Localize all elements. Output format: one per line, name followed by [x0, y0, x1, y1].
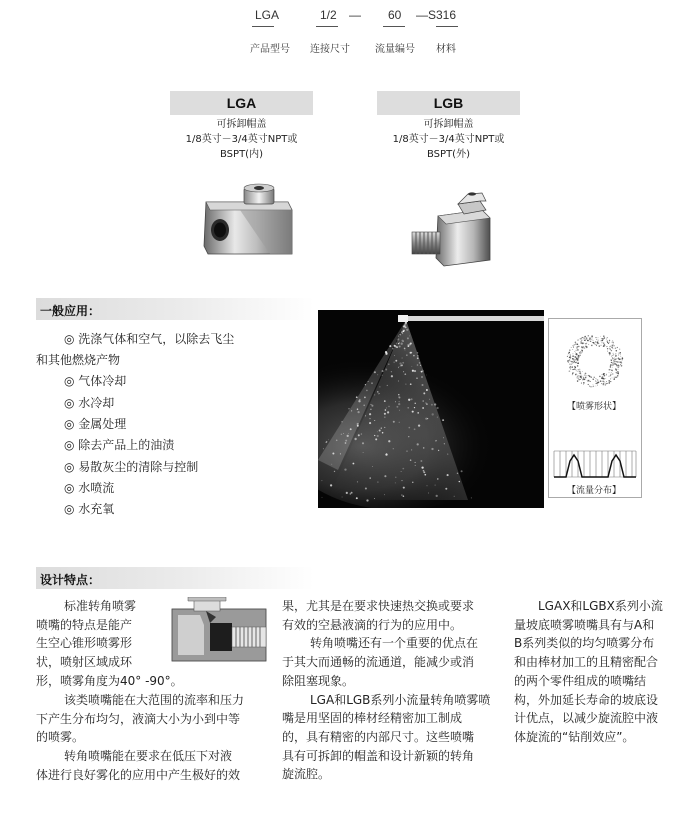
code-flow: 60	[388, 8, 402, 22]
design-col1-body	[36, 691, 272, 785]
product-lgb-desc-line: 可拆卸帽盖	[423, 119, 474, 130]
spray-diagram-panel	[548, 318, 642, 498]
label-model: 产品型号	[250, 44, 290, 55]
product-lga-title: LGA	[170, 91, 313, 115]
lgb-nozzle-image	[408, 188, 498, 272]
list-item: ◎ 水充氧	[64, 502, 115, 516]
lga-nozzle-image	[200, 180, 300, 264]
label-flow: 流量编号	[375, 44, 415, 55]
code-model: LGA	[255, 8, 280, 22]
product-lgb-desc-line: 1/8英寸－3/4英寸NPT或	[392, 134, 505, 145]
list-item: ◎ 气体冷却	[64, 374, 127, 388]
list-item: ◎ 金属处理	[64, 417, 127, 431]
text-line: 计优点，以减少旋流腔中液	[514, 711, 659, 726]
spray-photo	[318, 310, 544, 508]
text-line: 旋流腔。	[282, 767, 331, 782]
text-line: 的，具有精密的内部尺寸。这些喷嘴	[282, 729, 475, 744]
text-line: 除阻塞现象。	[282, 673, 355, 688]
design-title: 设计特点：	[40, 573, 101, 587]
text-line: 该类喷嘴能在大范围的流率和压力	[64, 693, 245, 707]
text-line: 形，喷雾角度为40° -90°。	[36, 673, 183, 688]
list-item: ◎ 易散灰尘的清除与控制	[64, 460, 199, 474]
list-item: ◎ 水冷却	[64, 396, 115, 410]
product-lgb-title: LGB	[377, 91, 520, 115]
text-line: 具有可拆卸的帽盖和设计新颖的转角	[282, 748, 475, 763]
nozzle-cross-section-image	[170, 597, 268, 663]
product-lga-desc-line: 1/8英寸－3/4英寸NPT或	[185, 134, 298, 145]
product-lgb-desc-line: BSPT(外)	[427, 149, 470, 160]
text-line: LGA和LGB系列小流量转角喷雾喷	[310, 692, 491, 707]
text-line: 状，喷射区域成环	[36, 655, 133, 670]
applications-title: 一般应用：	[40, 304, 101, 318]
text-line: 下产生分布均匀，液滴大小为小到中等	[36, 711, 241, 726]
list-item: 和其他燃烧产物	[36, 353, 121, 367]
code-size: 1/2	[320, 8, 337, 22]
code-dash-1: —	[349, 8, 361, 22]
flow-distribution-chart	[552, 447, 638, 481]
text-line: 转角喷嘴还有一个重要的优点在	[310, 636, 479, 651]
text-line: 和由棒材加工的且精密配合	[514, 655, 659, 670]
text-line: 于其大而通畅的流通道，能减少或消	[282, 655, 475, 670]
text-line: B系列类似的均匀喷雾分布	[514, 636, 655, 651]
text-line: 转角喷嘴能在要求在低压下对液	[64, 749, 233, 764]
design-col3	[514, 597, 684, 747]
product-lga-desc-line: 可拆卸帽盖	[216, 119, 267, 130]
text-line: 的两个零件组成的喷嘴结	[514, 673, 647, 688]
design-col2	[282, 597, 504, 784]
code-material: —S316	[416, 8, 457, 22]
text-line: 的喷雾。	[36, 730, 85, 745]
text-line: LGAX和LGBX系列小流	[538, 599, 663, 613]
text-line: 嘴是用坚固的棒材经精密加工制成	[282, 711, 463, 726]
text-line: 有效的空悬液滴的行为的应用中。	[282, 617, 463, 632]
list-item: ◎ 洗涤气体和空气，以除去飞尘	[64, 332, 235, 346]
spray-pattern-ring	[549, 325, 641, 397]
design-col1-intro	[36, 597, 183, 691]
product-lga-desc-line: BSPT(内)	[220, 149, 263, 160]
pattern-label: 【喷雾形状】	[567, 402, 622, 412]
text-line: 体进行良好雾化的应用中产生极好的效	[36, 767, 241, 782]
code-underline-3	[383, 26, 405, 27]
text-line: 生空心锥形喷雾形	[36, 636, 133, 651]
list-item: ◎ 除去产品上的油渍	[64, 438, 175, 452]
text-line: 喷嘴的特点是能产	[36, 617, 133, 632]
text-line: 量坡底喷雾喷嘴具有与A和	[514, 617, 655, 632]
text-line: 构，外加延长寿命的坡底设	[514, 692, 659, 707]
code-underline-4	[436, 26, 458, 27]
label-size: 连接尺寸	[310, 44, 350, 55]
product-lgb-desc	[377, 117, 520, 162]
list-item: ◎ 水喷流	[64, 481, 115, 495]
code-underline-1	[252, 26, 274, 27]
code-underline-2	[316, 26, 338, 27]
text-line: 体旋流的“钻削效应”。	[514, 729, 635, 744]
flow-label: 【流量分布】	[567, 486, 622, 496]
text-line: 标准转角喷雾	[64, 599, 137, 613]
text-line: 果，尤其是在要求快速热交换或要求	[282, 599, 475, 613]
product-lga-desc	[170, 117, 313, 162]
label-material: 材料	[436, 44, 456, 55]
